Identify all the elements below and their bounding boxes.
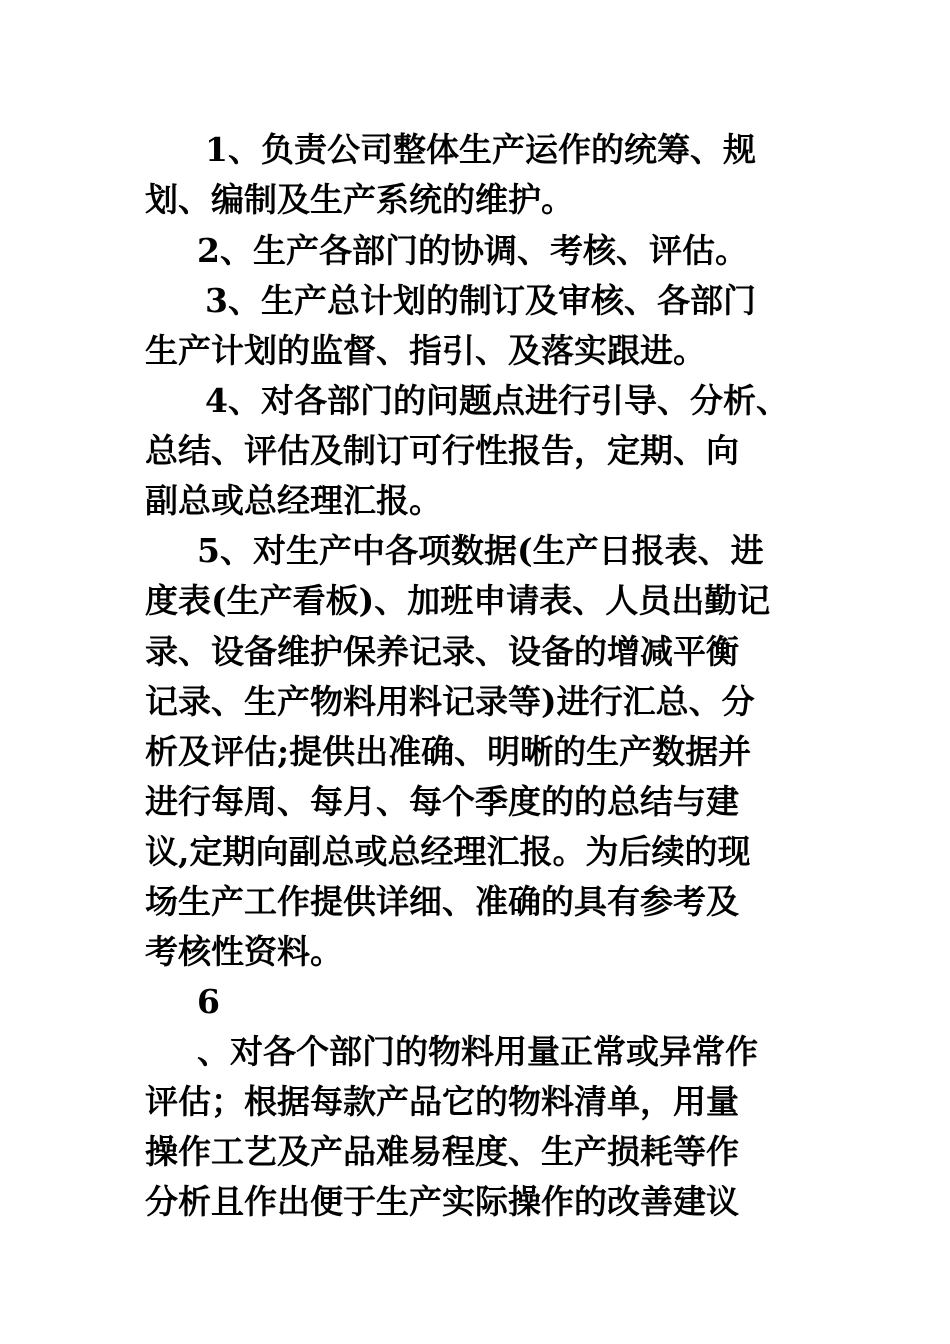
text-line: 议,定期向副总或总经理汇报。为后续的现 <box>145 832 751 871</box>
text-line: 评估；根据每款产品它的物料清单，用量 <box>145 1082 739 1121</box>
text-line: 6 <box>197 982 220 1021</box>
text-line: 1、负责公司整体生产运作的统筹、规 <box>205 130 756 169</box>
text-line: 度表(生产看板)、加班申请表、人员出勤记 <box>145 581 771 620</box>
text-line: 析及评估;提供出准确、明晰的生产数据并 <box>145 732 752 771</box>
text-line: 3、生产总计划的制订及审核、各部门 <box>205 281 756 320</box>
text-line: 进行每周、每月、每个季度的的总结与建 <box>145 782 739 821</box>
text-line: 操作工艺及产品难易程度、生产损耗等作 <box>145 1132 739 1171</box>
text-line: 生产计划的监督、指引、及落实跟进。 <box>145 331 706 370</box>
text-line: 分析且作出便于生产实际操作的改善建议 <box>145 1182 739 1221</box>
text-line: 5、对生产中各项数据(生产日报表、进 <box>197 531 764 570</box>
text-line: 2、生产各部门的协调、考核、评估。 <box>197 231 748 270</box>
text-line: 副总或总经理汇报。 <box>145 481 442 520</box>
text-line: 场生产工作提供详细、准确的具有参考及 <box>145 882 739 921</box>
text-line: 记录、生产物料用料记录等)进行汇总、分 <box>145 682 755 721</box>
text-line: 4、对各部门的问题点进行引导、分析、 <box>205 381 789 420</box>
text-line: 总结、评估及制订可行性报告，定期、向 <box>145 431 739 470</box>
text-line: 、对各个部门的物料用量正常或异常作 <box>197 1032 758 1071</box>
text-line: 考核性资料。 <box>145 932 343 971</box>
text-line: 录、设备维护保养记录、设备的增减平衡 <box>145 632 739 671</box>
text-line: 划、编制及生产系统的维护。 <box>145 180 574 219</box>
